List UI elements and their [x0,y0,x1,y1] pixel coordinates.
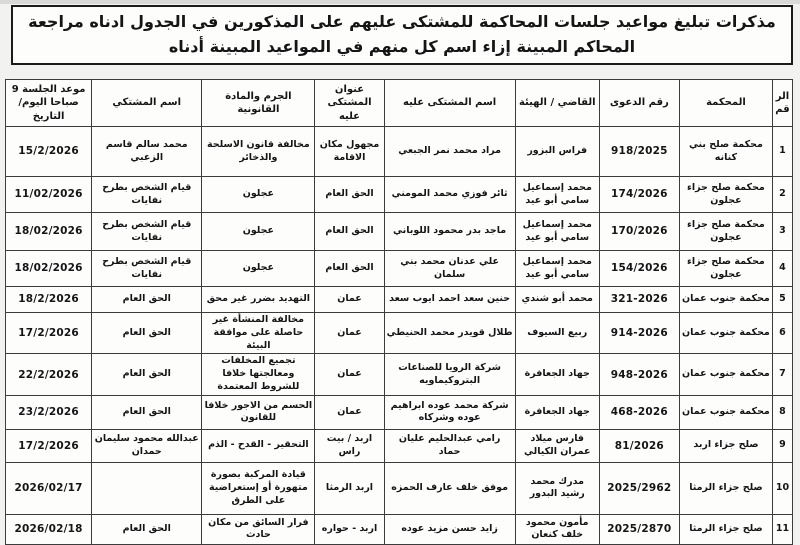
cell-defendant-name: حنين سعد احمد ايوب سعد [384,287,515,313]
cell-defendant-name: مراد محمد نمر الجبعي [384,127,515,177]
cell-session-date: 11/02/2026 [6,177,92,213]
header-defendant-name: اسم المشتكى عليه [384,80,515,127]
cell-crime-legal-article: فرار السائق من مكان حادث [202,514,315,544]
table-row [6,354,793,395]
cell-case-number: 81/2026 [599,429,679,462]
cell-defendant-address: اربد - حواره [315,514,384,544]
cell-complainant-name: قيام الشخص بطرح نفايات [92,213,202,251]
cell-complainant-name: محمد سالم قاسم الزعبي [92,127,202,177]
cell-session-date: 18/02/2026 [6,251,92,287]
cell-judge: محمد إسماعيل سامي أبو عيد [515,251,599,287]
cell-crime-legal-article: الحسم من الاجور خلافا للقانون [202,395,315,429]
cell-session-date: 17/2/2026 [6,313,92,354]
cell-session-date: 17/2/2026 [6,429,92,462]
cell-row-number: 2 [772,177,792,213]
cell-judge: محمد أبو شندي [515,287,599,313]
cell-session-date: 2026/02/18 [6,514,92,544]
cell-defendant-address: مجهول مكان الاقامة [315,127,384,177]
cell-complainant-name: قيام الشخص بطرح نفايات [92,177,202,213]
cell-complainant-name: الحق العام [92,395,202,429]
table-row [6,462,793,514]
cell-case-number: 914-2026 [599,313,679,354]
table-row [6,251,793,287]
cell-crime-legal-article: مخالفة المنشأة غير حاصلة على موافقة البيئة [202,313,315,354]
cell-row-number: 9 [772,429,792,462]
court-notices-table [5,79,793,545]
cell-session-date: 2026/02/17 [6,462,92,514]
header-row-number: الرقم [772,80,792,127]
cell-crime-legal-article: التحقير - القدح - الذم [202,429,315,462]
cell-court: محكمة جنوب عمان [679,287,772,313]
cell-crime-legal-article: التهديد بضرر غير محق [202,287,315,313]
cell-row-number: 5 [772,287,792,313]
cell-case-number: 170/2026 [599,213,679,251]
cell-judge: فارس ميلاد عمران الكيالي [515,429,599,462]
cell-case-number: 918/2025 [599,127,679,177]
cell-judge: جهاد الجعافرة [515,354,599,395]
table-row [6,514,793,544]
cell-row-number: 1 [772,127,792,177]
cell-court: صلح جزاء الرمثا [679,514,772,544]
header-session-date: موعد الجلسة 9 صباحا اليوم/التاريخ [6,80,92,127]
cell-crime-legal-article: مخالفة قانون الاسلحة والذخائر [202,127,315,177]
header-crime-legal-article: الجرم والمادة القانونية [202,80,315,127]
header-complainant-name: اسم المشتكي [92,80,202,127]
cell-defendant-address: الحق العام [315,251,384,287]
header-court: المحكمة [679,80,772,127]
cell-defendant-name: رامي عبدالحليم عليان حماد [384,429,515,462]
cell-row-number: 8 [772,395,792,429]
cell-row-number: 6 [772,313,792,354]
cell-court: محكمة صلح بني كنانه [679,127,772,177]
cell-case-number: 174/2026 [599,177,679,213]
cell-session-date: 18/02/2026 [6,213,92,251]
cell-court: محكمة جنوب عمان [679,354,772,395]
cell-case-number: 468-2026 [599,395,679,429]
cell-defendant-address: اربد / بيت راس [315,429,384,462]
cell-defendant-name: ثائر فوزي محمد المومني [384,177,515,213]
cell-judge: مدرك محمد رشيد البدور [515,462,599,514]
cell-judge: مأمون محمود خلف كنعان [515,514,599,544]
header-judge: القاضي / الهيئة [515,80,599,127]
cell-defendant-name: زايد حسن مزيد عوده [384,514,515,544]
table-row [6,213,793,251]
cell-defendant-address: عمان [315,395,384,429]
cell-case-number: 2025/2962 [599,462,679,514]
table-row [6,127,793,177]
cell-defendant-name: شركة الرويا للصناعات البتروكيماويه [384,354,515,395]
cell-defendant-address: عمان [315,313,384,354]
cell-court: محكمة جنوب عمان [679,395,772,429]
cell-complainant-name: الحق العام [92,313,202,354]
table-row [6,177,793,213]
cell-judge: ربيع السيوف [515,313,599,354]
cell-defendant-address: عمان [315,287,384,313]
cell-defendant-name: موفق خلف عارف الحمزه [384,462,515,514]
cell-complainant-name: الحق العام [92,287,202,313]
cell-defendant-name: علي عدنان محمد بني سلمان [384,251,515,287]
cell-crime-legal-article: عجلون [202,177,315,213]
cell-court: صلح جزاء الرمثا [679,462,772,514]
cell-defendant-address: الحق العام [315,177,384,213]
table-row [6,287,793,313]
table-header-row [6,80,793,127]
cell-session-date: 23/2/2026 [6,395,92,429]
cell-row-number: 10 [772,462,792,514]
cell-court: محكمة جنوب عمان [679,313,772,354]
cell-judge: جهاد الجعافرة [515,395,599,429]
cell-session-date: 15/2/2026 [6,127,92,177]
cell-complainant-name: قيام الشخص بطرح نفايات [92,251,202,287]
notice-title: مذكرات تبليغ مواعيد جلسات المحاكمة للمشتكى عليهم على المذكورين في الجدول ادناه مراجعة المحاكم المبينة إزاء اسم كل منهم في المواعيد المبينة أدناه [11,5,793,65]
table-row [6,313,793,354]
cell-crime-legal-article: تجميع المخلفات ومعالجتها خلافا للشروط المعتمدة [202,354,315,395]
cell-judge: فراس البزور [515,127,599,177]
cell-judge: محمد إسماعيل سامي أبو عيد [515,213,599,251]
cell-case-number: 2025/2870 [599,514,679,544]
cell-complainant-name [92,462,202,514]
cell-court: صلح جزاء اربد [679,429,772,462]
cell-defendant-address: عمان [315,354,384,395]
cell-complainant-name: الحق العام [92,514,202,544]
cell-defendant-name: ماجد بدر محمود اللوباني [384,213,515,251]
header-defendant-address: عنوان المشتكى عليه [315,80,384,127]
cell-case-number: 321-2026 [599,287,679,313]
cell-court: محكمة صلح جزاء عجلون [679,177,772,213]
cell-case-number: 948-2026 [599,354,679,395]
table-row [6,395,793,429]
cell-case-number: 154/2026 [599,251,679,287]
cell-crime-legal-article: عجلون [202,251,315,287]
cell-session-date: 18/2/2026 [6,287,92,313]
cell-crime-legal-article: قيادة المركبة بصورة متهورة أو إستعراضية على الطرق [202,462,315,514]
cell-session-date: 22/2/2026 [6,354,92,395]
cell-defendant-name: شركة محمد عوده ابراهيم عوده وشركاه [384,395,515,429]
table-row [6,429,793,462]
cell-complainant-name: الحق العام [92,354,202,395]
cell-judge: محمد إسماعيل سامي أبو عيد [515,177,599,213]
cell-defendant-address: الحق العام [315,213,384,251]
cell-row-number: 11 [772,514,792,544]
cell-complainant-name: عبدالله محمود سليمان حمدان [92,429,202,462]
cell-crime-legal-article: عجلون [202,213,315,251]
cell-defendant-address: اربد الرمثا [315,462,384,514]
cell-court: محكمة صلح جزاء عجلون [679,213,772,251]
cell-row-number: 7 [772,354,792,395]
cell-row-number: 4 [772,251,792,287]
cell-row-number: 3 [772,213,792,251]
header-case-number: رقم الدعوى [599,80,679,127]
cell-defendant-name: طلال قويدر محمد الحنيطي [384,313,515,354]
cell-court: محكمة صلح جزاء عجلون [679,251,772,287]
